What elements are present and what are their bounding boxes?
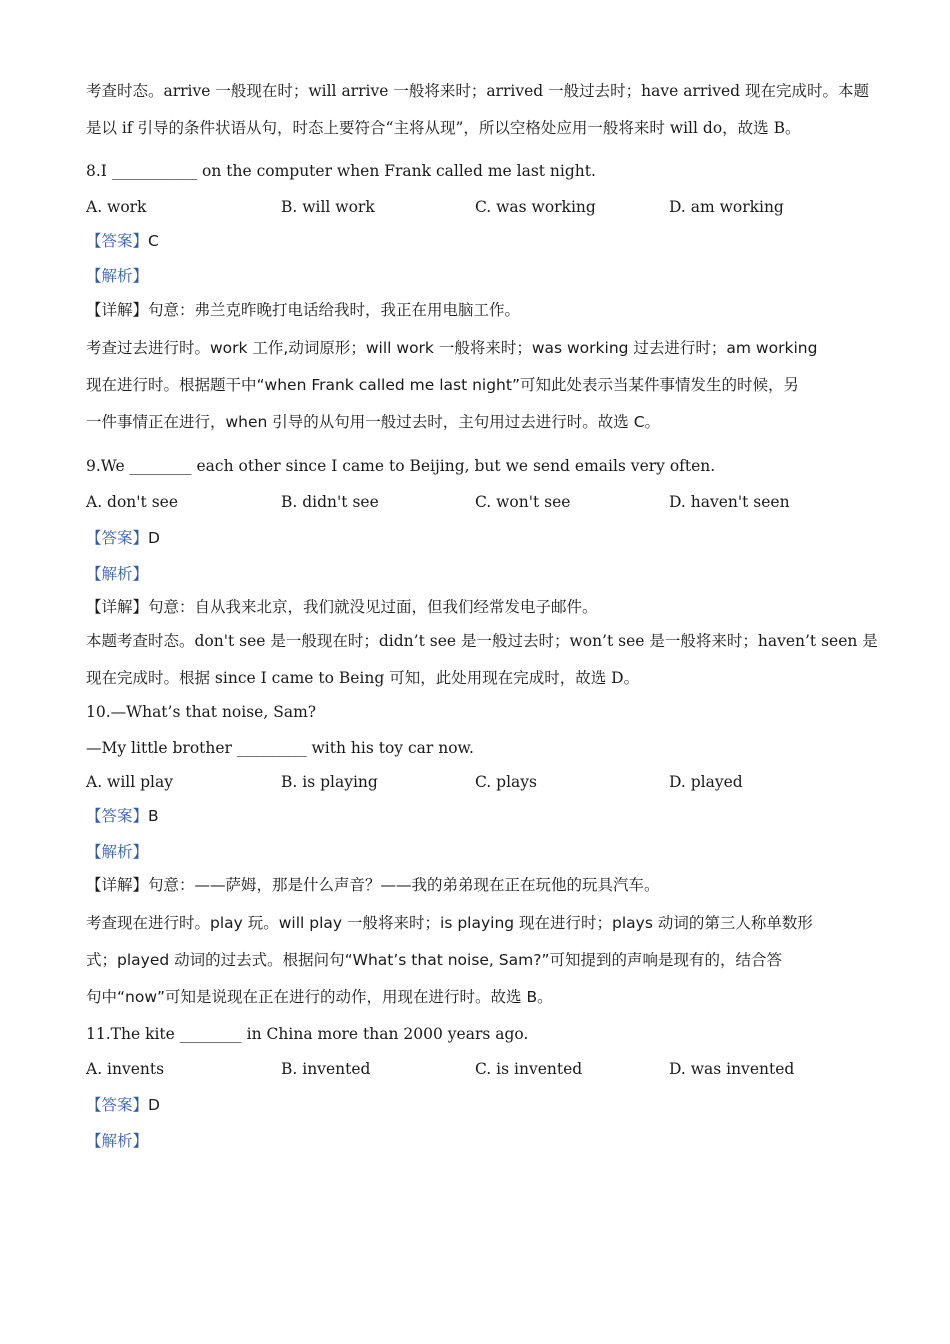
q9-answer [86, 528, 876, 548]
answer-tag: 【答案】 [86, 807, 149, 825]
q8-detail-text: 句意：弗兰克昨晚打电话给我时，我正在用电脑工作。 [148, 301, 521, 319]
q8-explain-1: 考查过去进行时。work 工作,动词原形；will work 一般将来时；was working 过去进行时；am working [86, 339, 818, 357]
q10-answer-value: B [148, 807, 159, 825]
q8-option-c: C. was working [475, 198, 596, 216]
q11-option-a: A. invents [86, 1060, 165, 1078]
answer-tag: 【答案】 [86, 529, 149, 547]
q8-answer-value: C [148, 232, 159, 250]
q10-detail-text: 句意：——萨姆，那是什么声音？——我的弟弟现在正在玩他的玩具汽车。 [148, 876, 660, 894]
q11-option-d: D. was invented [669, 1060, 795, 1078]
q9-detail [86, 597, 876, 617]
q9-explain-2: 现在完成时。根据 since I came to Being 可知，此处用现在完成时，故选 D。 [86, 669, 640, 687]
q10-answer [86, 806, 876, 826]
detail-tag: 【详解】 [86, 876, 149, 894]
q8-option-a: A. work [86, 198, 147, 216]
q8-explain-3: 一件事情正在进行，when 引导的从句用一般过去时，主句用过去进行时。故选 C。 [86, 413, 661, 431]
q9-answer-value: D [148, 529, 160, 547]
q9-option-b: B. didn't see [281, 493, 379, 511]
q11-stem: 11.The kite ________ in China more than 2000 years ago. [86, 1025, 529, 1043]
q10-explain-2: 式；played 动词的过去式。根据问句“What’s that noise, Sam?”可知提到的声响是现有的，结合答 [86, 951, 782, 969]
intro-line-2: 是以 if 引导的条件状语从句，时态上要符合“主将从现”，所以空格处应用一般将来时 will do，故选 B。 [86, 119, 801, 137]
q10-analysis-tag: 【解析】 [86, 843, 149, 861]
q8-explain-2: 现在进行时。根据题干中“when Frank called me last night”可知此处表示当某件事情发生的时候，另 [86, 376, 799, 394]
q10-option-d: D. played [669, 773, 743, 791]
q8-option-b: B. will work [281, 198, 375, 216]
detail-tag: 【详解】 [86, 598, 149, 616]
q10-option-c: C. plays [475, 773, 537, 791]
answer-tag: 【答案】 [86, 1096, 149, 1114]
detail-tag: 【详解】 [86, 301, 149, 319]
q8-answer [86, 231, 876, 251]
q8-detail [86, 300, 876, 320]
q10-stem-2: —My little brother _________ with his toy car now. [86, 739, 474, 757]
q10-detail [86, 875, 876, 895]
q9-option-a: A. don't see [86, 493, 179, 511]
q10-explain-3: 句中“now”可知是说现在正在进行的动作，用现在进行时。故选 B。 [86, 988, 553, 1006]
q11-answer-value: D [148, 1096, 160, 1114]
q10-option-b: B. is playing [281, 773, 378, 791]
q9-explain-1: 本题考查时态。don't see 是一般现在时；didn’t see 是一般过去时；won’t see 是一般将来时；haven’t seen 是 [86, 632, 878, 650]
q8-stem: 8.I ___________ on the computer when Frank called me last night. [86, 162, 596, 180]
q10-option-a: A. will play [86, 773, 173, 791]
q9-option-d: D. haven't seen [669, 493, 790, 511]
q8-option-d: D. am working [669, 198, 784, 216]
q10-explain-1: 考查现在进行时。play 玩。will play 一般将来时；is playing 现在进行时；plays 动词的第三人称单数形 [86, 914, 813, 932]
q9-detail-text: 句意：自从我来北京，我们就没见过面，但我们经常发电子邮件。 [148, 598, 598, 616]
q9-analysis-tag: 【解析】 [86, 565, 149, 583]
q10-stem-1: 10.—What’s that noise, Sam? [86, 703, 317, 721]
q11-option-b: B. invented [281, 1060, 371, 1078]
q11-option-c: C. is invented [475, 1060, 583, 1078]
q11-answer [86, 1095, 876, 1115]
intro-line-1: 考查时态。arrive 一般现在时；will arrive 一般将来时；arrived 一般过去时；have arrived 现在完成时。本题 [86, 82, 869, 100]
q9-stem: 9.We ________ each other since I came to Beijing, but we send emails very often. [86, 457, 716, 475]
answer-tag: 【答案】 [86, 232, 149, 250]
q11-analysis-tag: 【解析】 [86, 1132, 149, 1150]
q8-analysis-tag: 【解析】 [86, 267, 149, 285]
q9-option-c: C. won't see [475, 493, 571, 511]
